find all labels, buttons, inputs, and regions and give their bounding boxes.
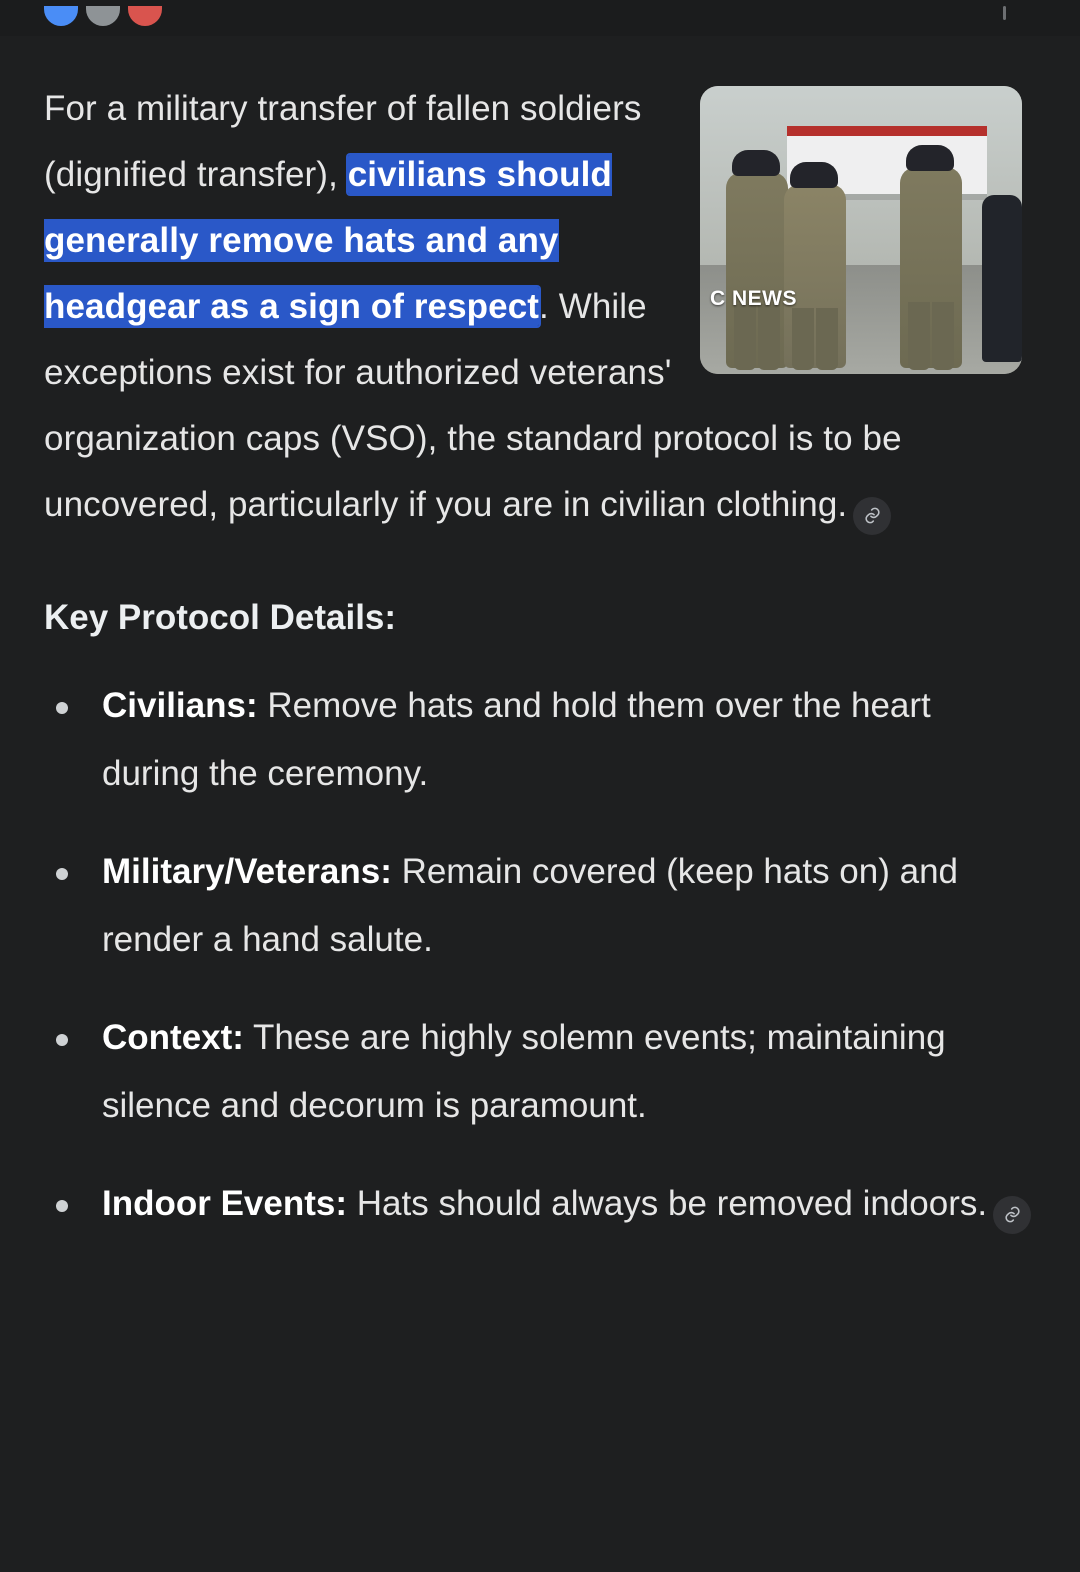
list-item-text: These are highly solemn events; maintaining silence and decorum is paramount.	[102, 1018, 946, 1125]
photo-leg	[816, 308, 838, 371]
protocol-list	[0, 638, 1080, 1238]
list-item	[44, 672, 1036, 808]
photo-watermark: C NEWS	[710, 287, 797, 310]
list-item-label: Indoor Events:	[102, 1184, 348, 1223]
dignified-transfer-photo[interactable]	[700, 86, 1022, 374]
answer-paragraph	[0, 36, 1080, 538]
link-icon[interactable]	[993, 1196, 1031, 1234]
paragraph-rest-text: . While exceptions exist for authorized veterans' organization caps (VSO), the standard protocol is to be uncovered, particularly if you are in civilian clothing.	[44, 287, 902, 524]
app-icon-blue[interactable]	[44, 6, 78, 26]
beret-icon	[732, 150, 780, 176]
highlighted-selection[interactable]: civilians should generally remove hats and any headgear as a sign of respect	[44, 155, 612, 326]
overflow-menu-icon[interactable]	[1003, 6, 1006, 20]
app-icon-grey[interactable]	[86, 6, 120, 26]
answer-content	[0, 36, 1080, 1268]
list-item	[44, 838, 1036, 974]
beret-icon	[790, 162, 838, 188]
list-item-text: Hats should always be removed indoors.	[347, 1184, 988, 1223]
top-partial-toolbar	[0, 0, 1080, 36]
list-item-text: Remain covered (keep hats on) and render a hand salute.	[102, 852, 958, 959]
list-item	[44, 1170, 1036, 1238]
list-item	[44, 1004, 1036, 1140]
app-icon-red[interactable]	[128, 6, 162, 26]
photo-leg	[932, 302, 954, 371]
list-item-text: Remove hats and hold them over the heart during the ceremony.	[102, 686, 931, 793]
photo-soldier-3	[900, 167, 962, 369]
list-item-label: Military/Veterans:	[102, 852, 392, 891]
photo-dark-figure	[982, 195, 1022, 362]
list-item-label: Civilians:	[102, 686, 258, 725]
section-title: Key Protocol Details:	[44, 598, 397, 637]
link-icon[interactable]	[853, 497, 891, 535]
app-icon-row	[44, 6, 162, 26]
list-item-label: Context:	[102, 1018, 244, 1057]
photo-leg	[908, 302, 930, 371]
paragraph-lead-text: For a military transfer of fallen soldiers (dignified transfer),	[44, 89, 642, 194]
beret-icon	[906, 145, 954, 171]
